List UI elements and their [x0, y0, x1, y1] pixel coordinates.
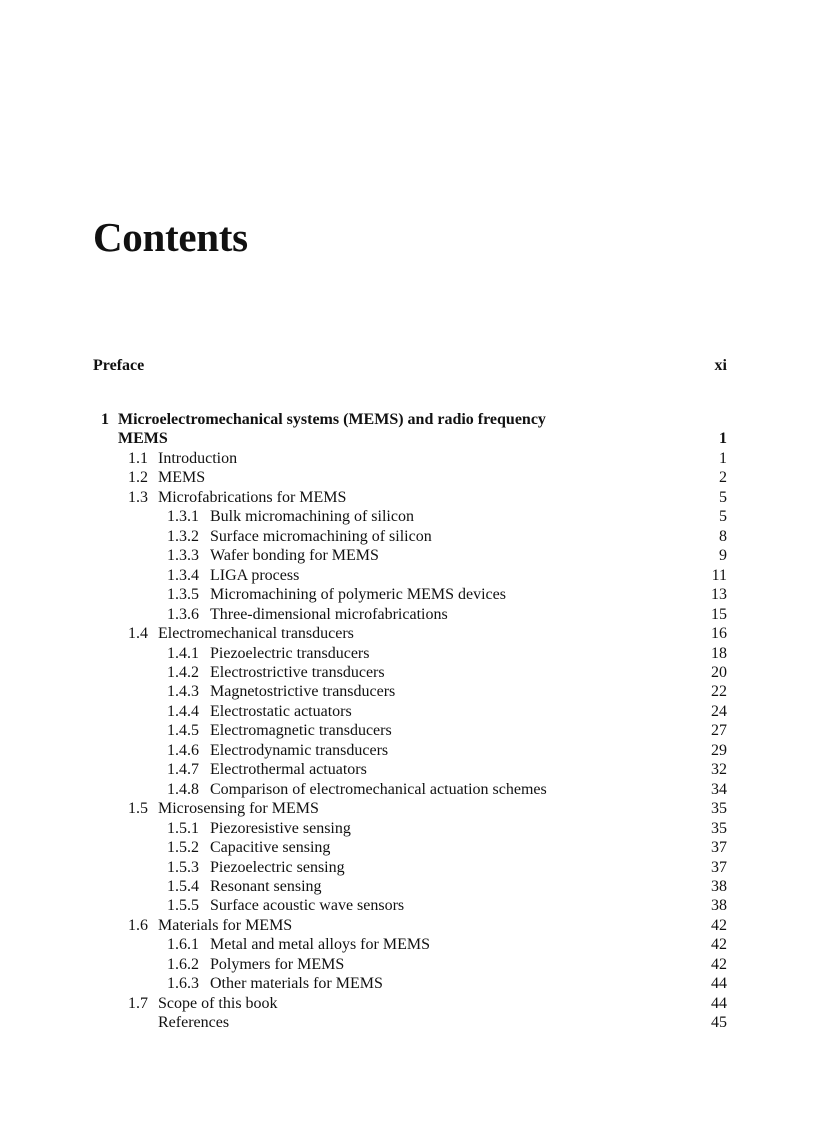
toc-entry-label	[167, 935, 430, 955]
toc-entry-title: Polymers for MEMS	[210, 955, 345, 973]
toc-entry-page: 45	[711, 1014, 727, 1031]
toc-entry-number: 1.5.1	[167, 819, 199, 837]
toc-entry-number: 1.4.1	[167, 644, 199, 662]
toc-entry-label	[167, 682, 395, 702]
toc-entry-title: Electrothermal actuators	[210, 761, 367, 779]
toc-entry[interactable]	[0, 721, 816, 741]
toc-entry-label	[167, 974, 383, 994]
chapter-page: 1	[719, 430, 727, 447]
toc-entry-page: 2	[719, 469, 727, 487]
toc-entry-title: Metal and metal alloys for MEMS	[210, 936, 430, 954]
toc-entry-label	[158, 1013, 229, 1033]
toc-entry-number: 1.6.1	[167, 936, 199, 954]
toc-entry-label	[167, 546, 379, 566]
toc-entry[interactable]	[0, 955, 816, 975]
toc-entry-title: Wafer bonding for MEMS	[210, 547, 379, 565]
toc-entry-title: LIGA process	[210, 566, 300, 584]
toc-entry-number: 1.3.5	[167, 586, 199, 604]
chapter-number: 1	[101, 411, 109, 428]
toc-entry[interactable]	[0, 858, 816, 878]
toc-entry-label	[167, 877, 322, 897]
toc-entry[interactable]	[0, 780, 816, 800]
toc-entry-number: 1.6	[128, 916, 148, 934]
toc-entry-number: 1.4.3	[167, 683, 199, 701]
toc-entry-title: Electromechanical transducers	[158, 625, 354, 642]
toc-entry-title: Microfabrications for MEMS	[158, 488, 347, 506]
preface-page: xi	[714, 357, 727, 374]
toc-entry-label	[167, 527, 432, 547]
toc-entry[interactable]	[0, 605, 816, 625]
toc-entry-number: 1.3.4	[167, 566, 199, 584]
toc-entry-label	[167, 585, 506, 605]
toc-entry-number: 1.3	[128, 488, 148, 506]
toc-entry-label	[128, 799, 319, 819]
toc-entry[interactable]	[0, 877, 816, 897]
toc-entry-page: 13	[711, 586, 727, 604]
toc-entry-label	[167, 721, 392, 741]
toc-entry-label	[128, 468, 205, 488]
toc-entry-title: Three-dimensional microfabrications	[210, 605, 448, 623]
toc-preface[interactable]	[0, 356, 816, 376]
toc-entry-page: 5	[719, 508, 727, 526]
toc-entry-page: 24	[711, 702, 727, 720]
toc-entry-page: 42	[711, 955, 727, 973]
toc-entry[interactable]	[0, 741, 816, 761]
toc-entry-label	[167, 819, 351, 839]
toc-entry-title: Materials for MEMS	[158, 916, 293, 934]
toc-entry-page: 37	[711, 858, 727, 876]
toc-entry-page: 9	[719, 547, 727, 565]
toc-entry-page: 1	[719, 450, 727, 467]
toc-entry-page: 38	[711, 877, 727, 895]
toc-entry-label	[167, 780, 547, 800]
toc-entry[interactable]	[0, 644, 816, 664]
toc-entry-title: Other materials for MEMS	[210, 975, 383, 993]
toc-entry-page: 8	[719, 527, 727, 545]
toc-entry-number: 1.3.6	[167, 605, 199, 623]
toc-entry-label	[167, 838, 330, 858]
toc-entry-page: 38	[711, 897, 727, 915]
toc-entry-number: 1.2	[128, 469, 148, 487]
toc-entry-title: Introduction	[158, 450, 238, 467]
toc-entry-number: 1.4.5	[167, 722, 199, 740]
toc-entry-title: Micromachining of polymeric MEMS devices	[210, 586, 506, 604]
toc-entry-label	[128, 916, 292, 936]
toc-entry-number: 1.4.7	[167, 761, 199, 779]
toc-entry[interactable]	[0, 974, 816, 994]
toc-entry-label	[167, 955, 344, 975]
toc-entry-title: Piezoelectric sensing	[210, 858, 345, 876]
page-title: Contents	[93, 214, 248, 260]
toc-entry-number: 1.5.3	[167, 858, 199, 876]
toc-entry-title: Electrostatic actuators	[210, 702, 352, 720]
toc-entry-title: Piezoresistive sensing	[210, 819, 351, 837]
toc-entry-page: 32	[711, 761, 727, 779]
toc-entry-title: Electrostrictive transducers	[210, 664, 385, 681]
toc-entry-title: Bulk micromachining of silicon	[210, 508, 414, 526]
toc-entry-title: Magnetostrictive transducers	[210, 683, 396, 701]
toc-entry-number: 1.6.3	[167, 975, 199, 993]
toc-entry-page: 16	[711, 625, 727, 642]
toc-entry-title: Surface micromachining of silicon	[210, 527, 432, 545]
toc-entry-page: 20	[711, 664, 727, 681]
toc-entry-number: 1.4.6	[167, 741, 199, 759]
toc-entry-title: Electrodynamic transducers	[210, 741, 389, 759]
toc-entry-number: 1.5	[128, 800, 148, 818]
toc-entry-label	[167, 507, 414, 527]
toc-entry[interactable]	[0, 916, 816, 936]
toc-entry-title: Surface acoustic wave sensors	[210, 897, 405, 915]
toc-entry-title: Capacitive sensing	[210, 839, 331, 856]
toc-entry-number: 1.4.4	[167, 702, 199, 720]
toc-entry-number: 1.3.2	[167, 527, 199, 545]
toc-entry[interactable]	[0, 566, 816, 586]
toc-entry-page: 22	[711, 683, 727, 701]
toc-entry[interactable]	[0, 935, 816, 955]
toc-entry-label	[167, 566, 299, 586]
toc-entry-title: Piezoelectric transducers	[210, 644, 370, 662]
toc-entry[interactable]	[0, 1013, 816, 1033]
toc-entry-number: 1.7	[128, 994, 148, 1012]
toc-entry[interactable]	[0, 819, 816, 839]
toc-entry-number: 1.3.1	[167, 508, 199, 526]
toc-entry[interactable]	[0, 838, 816, 858]
toc-entry-page: 11	[711, 566, 727, 584]
toc-entry-page: 5	[719, 488, 727, 506]
toc-entry-label	[167, 896, 404, 916]
toc-entry-page: 44	[711, 975, 727, 993]
toc-entry-number: 1.4.8	[167, 780, 199, 798]
toc-entry-label	[167, 702, 352, 722]
toc-entry-number: 1.5.4	[167, 877, 199, 895]
preface-label: Preface	[93, 357, 145, 374]
toc-entry-title: MEMS	[158, 469, 206, 487]
toc-entry-number: 1.5.2	[167, 839, 199, 856]
toc-entry[interactable]	[0, 585, 816, 605]
toc-entry-label	[128, 994, 278, 1014]
toc-entry[interactable]	[0, 468, 816, 488]
toc-entry-label	[128, 624, 354, 644]
toc-entry[interactable]	[0, 527, 816, 547]
toc-entry-title: Microsensing for MEMS	[158, 800, 319, 818]
chapter-title-line2: MEMS	[118, 430, 168, 447]
toc-entry-title: References	[158, 1014, 230, 1031]
toc-entry[interactable]	[0, 663, 816, 683]
toc-entry-page: 34	[711, 780, 727, 798]
toc-entry-number: 1.4.2	[167, 664, 199, 681]
toc-entry-number: 1.3.3	[167, 547, 199, 565]
toc-entry-page: 35	[711, 800, 727, 818]
toc-entry[interactable]	[0, 546, 816, 566]
toc-entry[interactable]	[0, 760, 816, 780]
toc-entry-page: 18	[711, 644, 727, 662]
toc-entry[interactable]	[0, 488, 816, 508]
toc-entry-page: 42	[711, 936, 727, 954]
toc-entry-number: 1.4	[128, 625, 148, 642]
toc-entry-page: 27	[711, 722, 727, 740]
toc-entry-title: Electromagnetic transducers	[210, 722, 392, 740]
toc-entry-title: Comparison of electromechanical actuation schemes	[210, 780, 547, 798]
toc-entry[interactable]	[0, 624, 816, 644]
toc-entry[interactable]	[0, 682, 816, 702]
toc-entry-page: 37	[711, 839, 727, 856]
toc-chapter-1-line2[interactable]	[0, 429, 816, 449]
toc-entry-number: 1.6.2	[167, 955, 199, 973]
toc-entry-label	[167, 858, 345, 878]
toc-entry[interactable]	[0, 799, 816, 819]
toc-entry[interactable]	[0, 702, 816, 722]
toc-entry-label	[167, 605, 448, 625]
toc-entry[interactable]	[0, 507, 816, 527]
toc-entry-label	[128, 449, 237, 469]
toc-entry-page: 44	[711, 994, 727, 1012]
toc-entry[interactable]	[0, 896, 816, 916]
toc-entry[interactable]	[0, 449, 816, 469]
toc-entry-page: 35	[711, 819, 727, 837]
toc-entry-page: 42	[711, 916, 727, 934]
toc-entry-title: Resonant sensing	[210, 877, 322, 895]
toc-entry-number: 1.1	[128, 450, 148, 467]
chapter-title-line1: Microelectromechanical systems (MEMS) and radio frequency	[118, 411, 546, 428]
toc-chapter-1-line1[interactable]	[0, 410, 816, 430]
toc-entry[interactable]	[0, 994, 816, 1014]
toc-entry-title: Scope of this book	[158, 994, 278, 1012]
toc-entry-number: 1.5.5	[167, 897, 199, 915]
toc-entry-label	[167, 760, 367, 780]
toc-entry-page: 15	[711, 605, 727, 623]
toc-entry-label	[128, 488, 346, 508]
toc-entry-label	[167, 663, 385, 683]
toc-entry-page: 29	[711, 741, 727, 759]
toc-entry-label	[167, 644, 369, 664]
toc-entry-label	[167, 741, 388, 761]
